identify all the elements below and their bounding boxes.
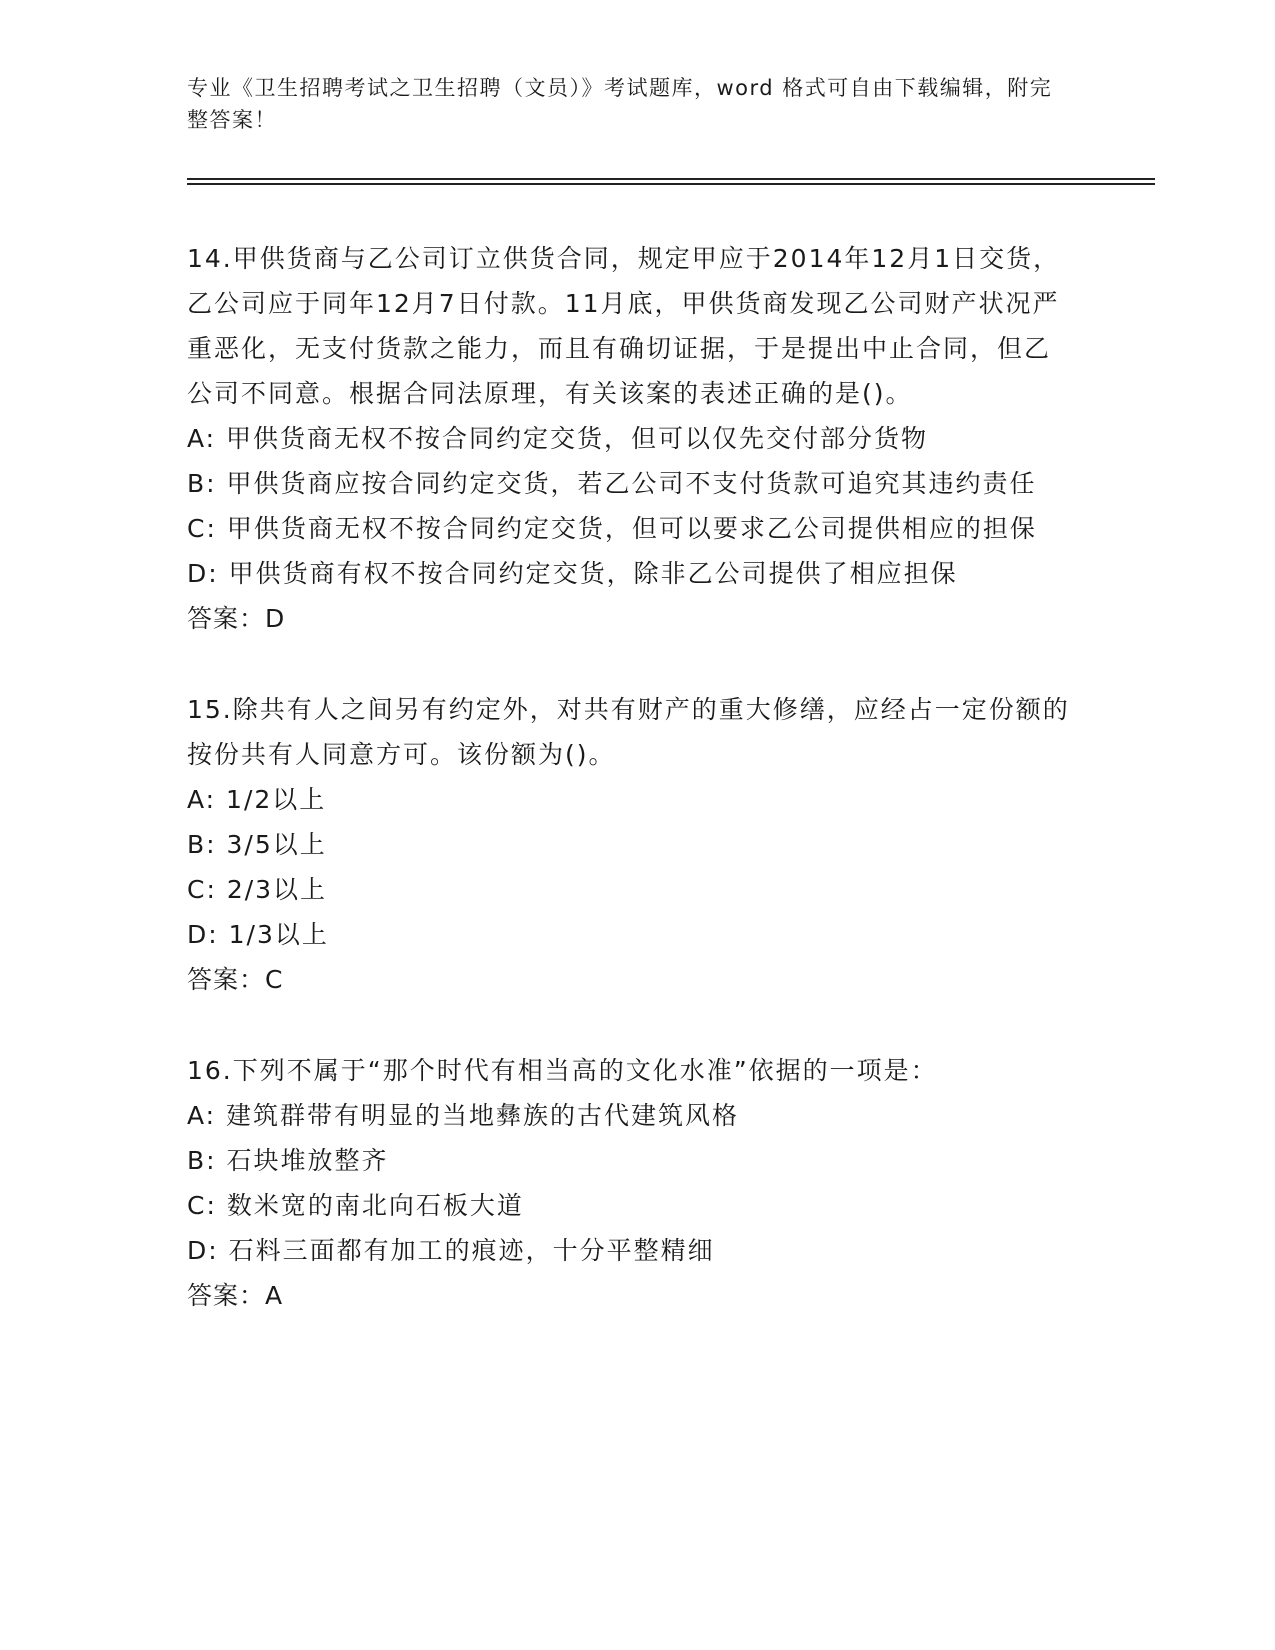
question-15 — [187, 687, 1077, 1002]
answer-line: 答案：A — [187, 1281, 284, 1310]
option-a: A: 甲供货商无权不按合同约定交货，但可以仅先交付部分货物 — [187, 424, 929, 453]
option-b: B: 石块堆放整齐 — [187, 1146, 389, 1175]
option-c: C: 甲供货商无权不按合同约定交货，但可以要求乙公司提供相应的担保 — [187, 514, 1037, 543]
question-stem: 16.下列不属于“那个时代有相当高的文化水准”依据的一项是： — [187, 1056, 938, 1085]
header-divider-top — [187, 178, 1155, 180]
option-c: C: 2/3以上 — [187, 875, 328, 904]
option-a: A: 1/2以上 — [187, 785, 327, 814]
option-c: C: 数米宽的南北向石板大道 — [187, 1191, 524, 1220]
question-stem: 14.甲供货商与乙公司订立供货合同，规定甲应于2014年12月1日交货，乙公司应于同年12月7日付款。11月底，甲供货商发现乙公司财产状况严重恶化，无支付货款之能力，而且有确切证据，于是提出中止合同，但乙公司不同意。根据合同法原理，有关该案的表述正确的是()。 — [187, 244, 1061, 408]
option-b: B: 甲供货商应按合同约定交货，若乙公司不支付货款可追究其违约责任 — [187, 469, 1037, 498]
answer-line: 答案：C — [187, 965, 284, 994]
question-16 — [187, 1048, 1077, 1318]
question-list — [187, 236, 1077, 1318]
question-spacer — [187, 641, 1077, 687]
question-spacer — [187, 1002, 1077, 1048]
document-header: 专业《卫生招聘考试之卫生招聘（文员）》考试题库，word 格式可自由下载编辑，附完整答案！ — [187, 76, 1053, 132]
question-stem: 15.除共有人之间另有约定外，对共有财产的重大修缮，应经占一定份额的按份共有人同意方可。该份额为()。 — [187, 695, 1070, 769]
option-d: D: 石料三面都有加工的痕迹，十分平整精细 — [187, 1236, 715, 1265]
option-a: A: 建筑群带有明显的当地彝族的古代建筑风格 — [187, 1101, 740, 1130]
header-divider-bottom — [187, 183, 1155, 185]
option-d: D: 1/3以上 — [187, 920, 329, 949]
answer-line: 答案：D — [187, 604, 286, 633]
question-14 — [187, 236, 1077, 641]
option-d: D: 甲供货商有权不按合同约定交货，除非乙公司提供了相应担保 — [187, 559, 958, 588]
option-b: B: 3/5以上 — [187, 830, 327, 859]
